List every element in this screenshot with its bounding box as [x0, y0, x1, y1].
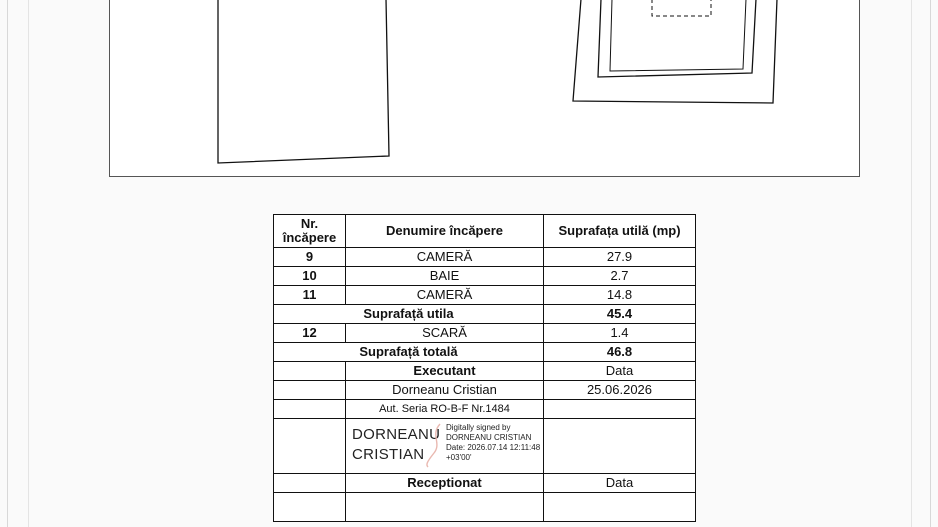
- data-label: Data: [544, 362, 696, 381]
- subtotal-row: [274, 305, 696, 324]
- table-row: [274, 267, 696, 286]
- plan-wall-right-outer: [573, 0, 777, 103]
- signature-name-line2: CRISTIAN: [352, 446, 425, 463]
- room-name: SCARĂ: [346, 324, 544, 343]
- empty-cell: [274, 474, 346, 493]
- empty-cell: [274, 400, 346, 419]
- signature-row: [274, 419, 696, 474]
- digital-signature: [346, 419, 544, 474]
- page-margin-line: [911, 0, 912, 527]
- room-area: 1.4: [544, 324, 696, 343]
- header-denumire: Denumire încăpere: [346, 215, 544, 248]
- subtotal-label: Suprafață utila: [274, 305, 544, 324]
- page-margin-line: [28, 0, 29, 527]
- empty-cell: [274, 419, 346, 474]
- empty-cell: [544, 419, 696, 474]
- table-row: [274, 248, 696, 267]
- total-value: 46.8: [544, 343, 696, 362]
- room-area: 14.8: [544, 286, 696, 305]
- data-label-2: Data: [544, 474, 696, 493]
- receptionat-label: Receptionat: [346, 474, 544, 493]
- room-nr: 11: [274, 286, 346, 305]
- page-edge: [7, 0, 8, 527]
- executant-name: Dorneanu Cristian: [346, 381, 544, 400]
- receptionat-row: [274, 493, 696, 522]
- floor-plan-frame: [109, 0, 860, 177]
- signature-detail-line: DORNEANU CRISTIAN: [446, 433, 532, 442]
- signature-detail-line: Date: 2026.07.14 12:11:48: [446, 443, 541, 452]
- empty-cell: [544, 493, 696, 522]
- room-area: 27.9: [544, 248, 696, 267]
- signature-detail-line: Digitally signed by: [446, 423, 511, 432]
- signature-details: [446, 423, 540, 463]
- room-area: 2.7: [544, 267, 696, 286]
- room-nr: 10: [274, 267, 346, 286]
- authorization-row: [274, 400, 696, 419]
- authorization-text: Aut. Seria RO-B-F Nr.1484: [346, 400, 544, 419]
- plan-wall-right-inner: [598, 0, 756, 77]
- empty-cell: [274, 493, 346, 522]
- room-nr: 9: [274, 248, 346, 267]
- executant-date: 25.06.2026: [544, 381, 696, 400]
- floor-plan-drawing: [110, 0, 859, 176]
- signature-name-line1: DORNEANU: [352, 426, 441, 443]
- room-name: BAIE: [346, 267, 544, 286]
- receptionat-header-row: [274, 474, 696, 493]
- table-header-row: [274, 215, 696, 248]
- executant-row: [274, 381, 696, 400]
- table-row: [274, 324, 696, 343]
- empty-cell: [274, 381, 346, 400]
- room-name: CAMERĂ: [346, 286, 544, 305]
- plan-wall-left: [218, 0, 389, 163]
- executant-header-row: [274, 362, 696, 381]
- empty-cell: [544, 400, 696, 419]
- signature-detail-line: +03'00': [446, 453, 472, 462]
- room-area-table: [273, 214, 696, 522]
- empty-cell: [274, 362, 346, 381]
- room-name: CAMERĂ: [346, 248, 544, 267]
- subtotal-value: 45.4: [544, 305, 696, 324]
- executant-label: Executant: [346, 362, 544, 381]
- plan-wall-right-inner2: [610, 0, 746, 71]
- signature-flourish-icon: [422, 421, 446, 469]
- header-suprafata: Suprafața utilă (mp): [544, 215, 696, 248]
- page-edge: [930, 0, 931, 527]
- room-nr: 12: [274, 324, 346, 343]
- header-nr: Nr. încăpere: [274, 215, 346, 248]
- plan-dashed-element: [652, 0, 711, 16]
- empty-cell: [346, 493, 544, 522]
- total-label: Suprafață totală: [274, 343, 544, 362]
- table-row: [274, 286, 696, 305]
- total-row: [274, 343, 696, 362]
